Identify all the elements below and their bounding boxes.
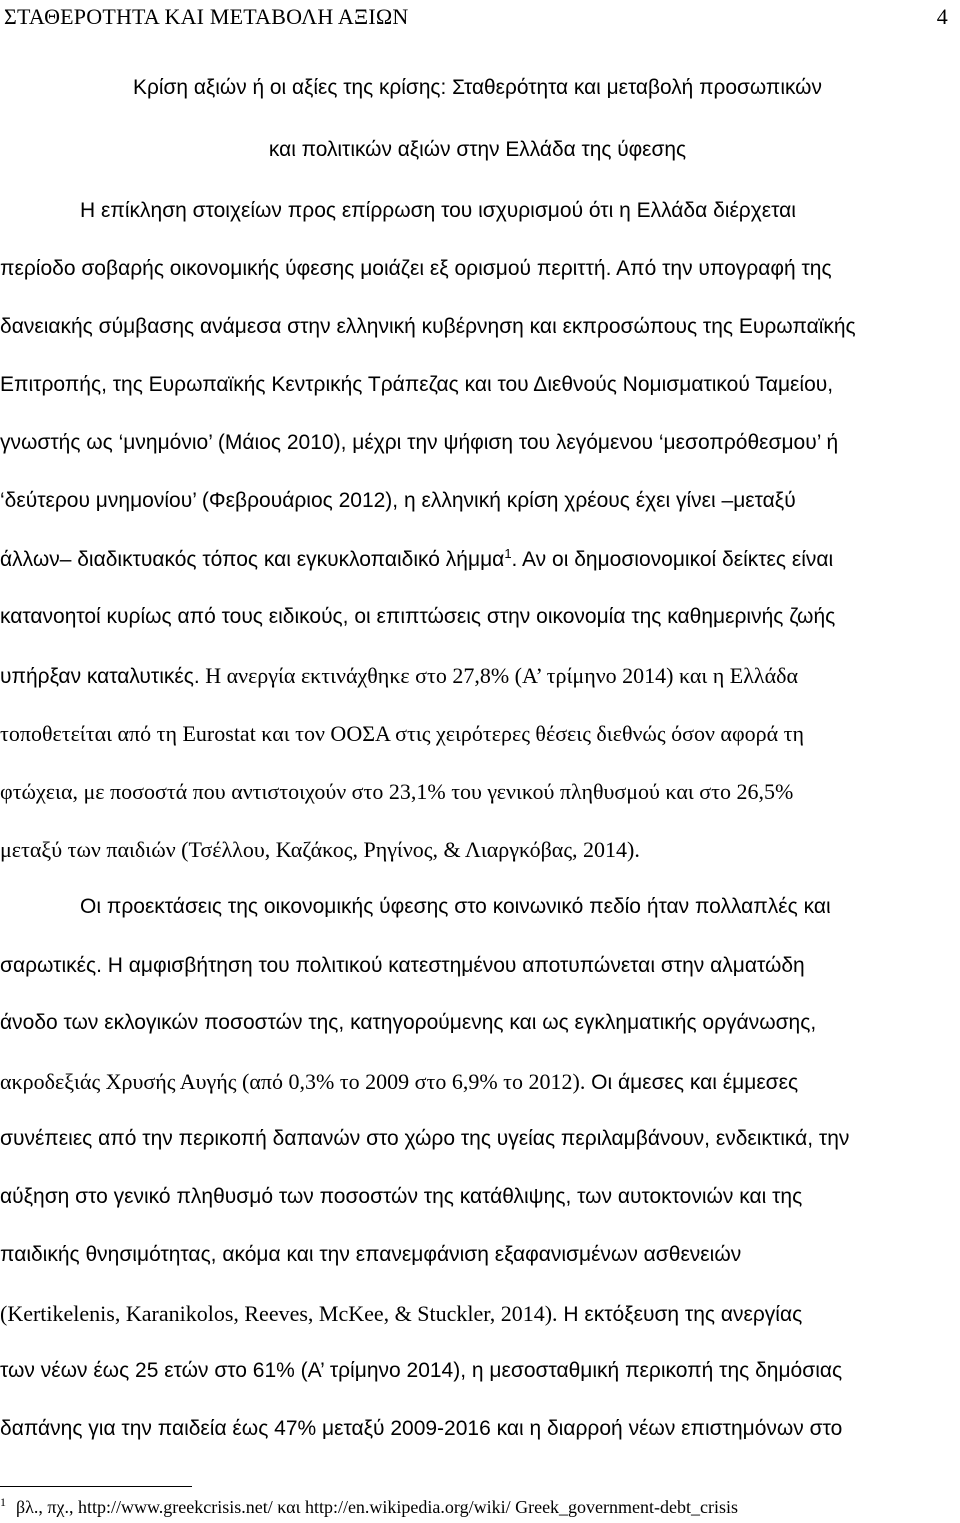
body-line-mixed <box>0 1069 798 1095</box>
body-line: φτώχεια, με ποσοστά που αντιστοιχούν στο 23,1% του γενικού πληθυσμού και στο 26,5% <box>0 779 794 804</box>
running-title: ΣΤΑΘΕΡΟΤΗΤΑ ΚΑΙ ΜΕΤΑΒΟΛΗ ΑΞΙΩΝ <box>4 4 409 29</box>
body-line: δαπάνης για την παιδεία έως 47% μεταξύ 2009-2016 και η διαρροή νέων επιστημόνων στο <box>0 1417 843 1440</box>
body-line-text: Η εκτόξευση της ανεργίας <box>557 1303 803 1326</box>
running-header <box>4 4 948 34</box>
body-line: ‘δεύτερου μνημονίου’ (Φεβρουάριος 2012), η ελληνική κρίση χρέους έχει γίνει –μεταξύ <box>0 489 796 512</box>
page-number: 4 <box>936 4 948 29</box>
body-line: αύξηση στο γενικό πληθυσμό των ποσοστών της κατάθλιψης, των αυτοκτονιών και της <box>0 1185 803 1208</box>
body-line-mixed <box>0 663 798 689</box>
body-line: Οι προεκτάσεις της οικονομικής ύφεσης στο κοινωνικό πεδίο ήταν πολλαπλές και <box>80 895 831 918</box>
paper-title-line-1: Κρίση αξιών ή οι αξίες της κρίσης: Σταθερότητα και μεταβολή προσωπικών <box>133 76 822 99</box>
body-line: των νέων έως 25 ετών στο 61% (Α’ τρίμηνο 2014), η μεσοσταθμική περικοπή της δημόσιας <box>0 1359 843 1382</box>
body-line-text: Η αμφισβήτηση του πολιτικού κατεστημένου αποτυπώνεται στην αλματώδη <box>101 954 805 977</box>
body-line: κατανοητοί κυρίως από τους ειδικούς, οι επιπτώσεις στην οικονομία της καθημερινής ζωής <box>0 605 836 628</box>
body-line: παιδικής θνησιμότητας, ακόμα και την επανεμφάνιση εξαφανισμένων ασθενειών <box>0 1243 742 1266</box>
body-line-text: άλλων– διαδικτυακός τόπος και εγκυκλοπαιδικό λήμμα <box>0 548 505 571</box>
body-line-text: Η ανεργία εκτινάχθηκε στο 27,8% (Α’ τρίμηνο 2014) και η Ελλάδα <box>199 663 798 688</box>
body-line: Η επίκληση στοιχείων προς επίρρωση του ισχυρισμού ότι η Ελλάδα διέρχεται <box>80 199 796 222</box>
body-line: περίοδο σοβαρής οικονομικής ύφεσης μοιάζει εξ ορισμού περιττή. Από την υπογραφή της <box>0 257 832 280</box>
footnote <box>0 1497 738 1518</box>
body-line-mixed <box>0 1301 802 1327</box>
body-line-mixed <box>0 953 805 978</box>
body-line: συνέπειες από την περικοπή δαπανών στο χώρο της υγείας περιλαμβάνουν, ενδεικτικά, την <box>0 1127 850 1150</box>
body-line-with-footnote <box>0 547 833 572</box>
body-line-text: . Αν οι δημοσιονομικοί δείκτες είναι <box>511 548 834 571</box>
paper-title-line-2: και πολιτικών αξιών στην Ελλάδα της ύφεσης <box>268 138 687 161</box>
body-line-text: Οι άμεσες και έμμεσες <box>585 1071 799 1094</box>
body-line-text: ακροδεξιάς Χρυσής Αυγής (από 0,3% το 2009 στο 6,9% το 2012). <box>0 1069 586 1094</box>
body-line: δανειακής σύμβασης ανάμεσα στην ελληνική κυβέρνηση και εκπροσώπους της Ευρωπαϊκής <box>0 315 856 338</box>
footnote-separator <box>0 1486 192 1487</box>
body-line: Επιτροπής, της Ευρωπαϊκής Κεντρικής Τράπεζας και του Διεθνούς Νομισματικού Ταμείου, <box>0 373 834 396</box>
body-line: άνοδο των εκλογικών ποσοστών της, κατηγορούμενης και ως εγκληματικής οργάνωσης, <box>0 1011 817 1034</box>
body-line: μεταξύ των παιδιών (Τσέλλου, Καζάκος, Ρηγίνος, & Λιαργκόβας, 2014). <box>0 837 640 862</box>
footnote-reference: 1 <box>504 546 512 561</box>
body-line: τοποθετείται από τη Eurostat και τον ΟΟΣΑ στις χειρότερες θέσεις διεθνώς όσον αφορά τη <box>0 721 805 746</box>
footnote-text: βλ., πχ., http://www.greekcrisis.net/ και http://en.wikipedia.org/wiki/ Greek_government-debt_crisis <box>16 1497 739 1517</box>
body-line-text: σαρωτικές. <box>0 954 102 977</box>
body-line: γνωστής ως ‘μνημόνιο’ (Μάιος 2010), μέχρι την ψήφιση του λεγόμενου ‘μεσοπρόθεσμου’ ή <box>0 431 839 454</box>
body-line-text: υπήρξαν καταλυτικές. <box>0 665 200 688</box>
body-line-text: (Kertikelenis, Karanikolos, Reeves, McKee, & Stuckler, 2014). <box>0 1301 558 1326</box>
footnote-number: 1 <box>0 1495 6 1509</box>
